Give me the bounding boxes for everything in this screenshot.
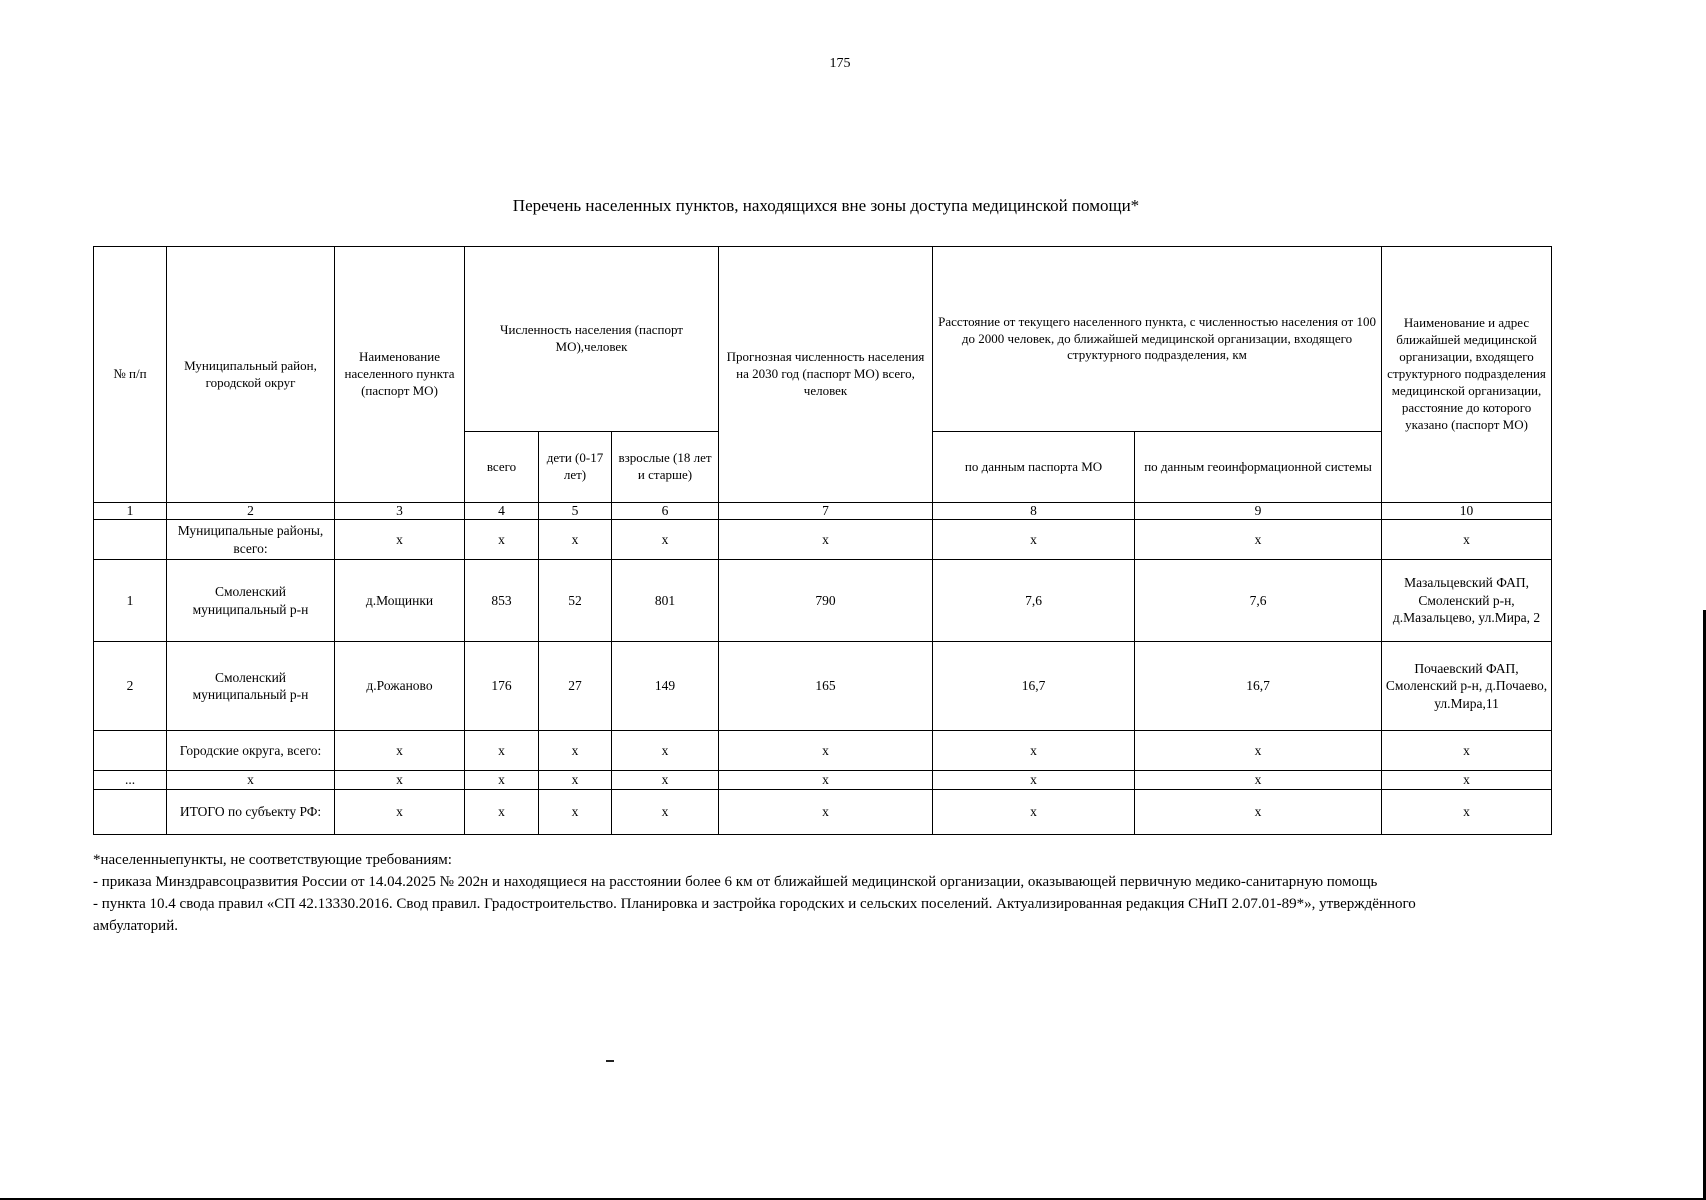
- cell-total: x: [465, 771, 539, 790]
- cell-passport-distance: x: [933, 771, 1135, 790]
- cell-organization: Мазальцевский ФАП, Смоленский р-н, д.Мазальцево, ул.Мира, 2: [1382, 560, 1552, 642]
- table-container: [93, 246, 1551, 835]
- table-row: [94, 560, 1552, 642]
- cell-forecast: 165: [719, 642, 933, 731]
- cell-gis-distance: x: [1135, 520, 1382, 560]
- settlements-table: [93, 246, 1552, 835]
- cell-settlement: x: [335, 790, 465, 835]
- cell-settlement: x: [335, 520, 465, 560]
- cell-total: x: [465, 520, 539, 560]
- cell-passport-distance: x: [933, 790, 1135, 835]
- cell-forecast: x: [719, 731, 933, 771]
- cell-settlement: д.Мощинки: [335, 560, 465, 642]
- cell-gis-distance: 16,7: [1135, 642, 1382, 731]
- cell-district: Городские округа, всего:: [167, 731, 335, 771]
- cell-district: x: [167, 771, 335, 790]
- cell-passport-distance: x: [933, 731, 1135, 771]
- header-adults: взрослые (18 лет и старше): [612, 432, 719, 503]
- header-passport-distance: по данным паспорта МО: [933, 432, 1135, 503]
- cell-number: 1: [94, 560, 167, 642]
- footnote-line: - приказа Минздравсоцразвития России от 14.04.2025 № 202н и находящиеся на расстоянии более 6 км от ближайшей медицинской организации, оказывающей первичную медико-санитарную помощь: [93, 874, 1378, 890]
- table-row: [94, 790, 1552, 835]
- table-row: [94, 731, 1552, 771]
- cell-organization: x: [1382, 790, 1552, 835]
- cell-total: x: [465, 790, 539, 835]
- cell-forecast: 790: [719, 560, 933, 642]
- table-row: [94, 520, 1552, 560]
- cell-total: 853: [465, 560, 539, 642]
- cell-organization: Почаевский ФАП, Смоленский р-н, д.Почаево, ул.Мира,11: [1382, 642, 1552, 731]
- header-forecast: Прогнозная численность населения на 2030 год (паспорт МО) всего, человек: [719, 247, 933, 503]
- footnote-line: *населенныепункты, не соответствующие требованиям:: [93, 852, 452, 868]
- header-gis-distance: по данным геоинформационной системы: [1135, 432, 1382, 503]
- column-number: 7: [719, 503, 933, 520]
- cell-adults: x: [612, 790, 719, 835]
- cell-settlement: д.Рожаново: [335, 642, 465, 731]
- column-number: 1: [94, 503, 167, 520]
- column-number: 5: [539, 503, 612, 520]
- table-row: [94, 771, 1552, 790]
- cell-adults: x: [612, 520, 719, 560]
- cell-children: x: [539, 790, 612, 835]
- cell-organization: x: [1382, 771, 1552, 790]
- cell-number: [94, 520, 167, 560]
- header-distance: Расстояние от текущего населенного пункта, с численностью населения от 100 до 2000 человек, до ближайшей медицинской организации, входящего структурного подразделения, км: [933, 247, 1382, 432]
- cell-gis-distance: 7,6: [1135, 560, 1382, 642]
- cell-adults: 801: [612, 560, 719, 642]
- cell-adults: x: [612, 771, 719, 790]
- cell-passport-distance: 7,6: [933, 560, 1135, 642]
- column-number: 9: [1135, 503, 1382, 520]
- header-organization: Наименование и адрес ближайшей медицинской организации, входящего структурного подразделения медицинской организации, расстояние до которого указано (паспорт МО): [1382, 247, 1552, 503]
- cell-number: 2: [94, 642, 167, 731]
- table-row: [94, 642, 1552, 731]
- cell-children: 52: [539, 560, 612, 642]
- column-number: 2: [167, 503, 335, 520]
- header-row-1: [94, 247, 1552, 432]
- cell-passport-distance: 16,7: [933, 642, 1135, 731]
- scan-mark: [606, 1060, 614, 1062]
- column-number: 6: [612, 503, 719, 520]
- cell-gis-distance: x: [1135, 771, 1382, 790]
- header-total: всего: [465, 432, 539, 503]
- cell-gis-distance: x: [1135, 790, 1382, 835]
- footnote: [93, 849, 1553, 937]
- cell-gis-distance: x: [1135, 731, 1382, 771]
- cell-children: x: [539, 771, 612, 790]
- cell-adults: 149: [612, 642, 719, 731]
- cell-adults: x: [612, 731, 719, 771]
- header-children: дети (0-17 лет): [539, 432, 612, 503]
- cell-organization: x: [1382, 731, 1552, 771]
- cell-total: x: [465, 731, 539, 771]
- cell-number: [94, 790, 167, 835]
- cell-district: ИТОГО по субъекту РФ:: [167, 790, 335, 835]
- cell-forecast: x: [719, 771, 933, 790]
- footnote-line: - пункта 10.4 свода правил «СП 42.13330.2016. Свод правил. Градостроительство. Планировка и застройка городских и сельских поселений. Актуализированная редакция СНиП 2.07.01-89*», утверждённого: [93, 896, 1416, 912]
- header-district: Муниципальный район, городской округ: [167, 247, 335, 503]
- cell-children: x: [539, 520, 612, 560]
- header-population: Численность населения (паспорт МО),человек: [465, 247, 719, 432]
- page-number: 175: [829, 56, 851, 71]
- cell-organization: x: [1382, 520, 1552, 560]
- cell-forecast: x: [719, 790, 933, 835]
- cell-number: [94, 731, 167, 771]
- cell-children: 27: [539, 642, 612, 731]
- cell-passport-distance: x: [933, 520, 1135, 560]
- cell-district: Муниципальные районы, всего:: [167, 520, 335, 560]
- header-settlement: Наименование населенного пункта (паспорт МО): [335, 247, 465, 503]
- cell-settlement: x: [335, 731, 465, 771]
- cell-forecast: x: [719, 520, 933, 560]
- cell-settlement: x: [335, 771, 465, 790]
- cell-children: x: [539, 731, 612, 771]
- column-number: 4: [465, 503, 539, 520]
- cell-district: Смоленский муниципальный р-н: [167, 642, 335, 731]
- footnote-line: амбулаторий.: [93, 918, 178, 934]
- document-title: Перечень населенных пунктов, находящихся вне зоны доступа медицинской помощи*: [512, 196, 1140, 215]
- column-number-row: [94, 503, 1552, 520]
- column-number: 3: [335, 503, 465, 520]
- cell-total: 176: [465, 642, 539, 731]
- header-number: № п/п: [94, 247, 167, 503]
- cell-district: Смоленский муниципальный р-н: [167, 560, 335, 642]
- cell-number: ...: [94, 771, 167, 790]
- column-number: 8: [933, 503, 1135, 520]
- column-number: 10: [1382, 503, 1552, 520]
